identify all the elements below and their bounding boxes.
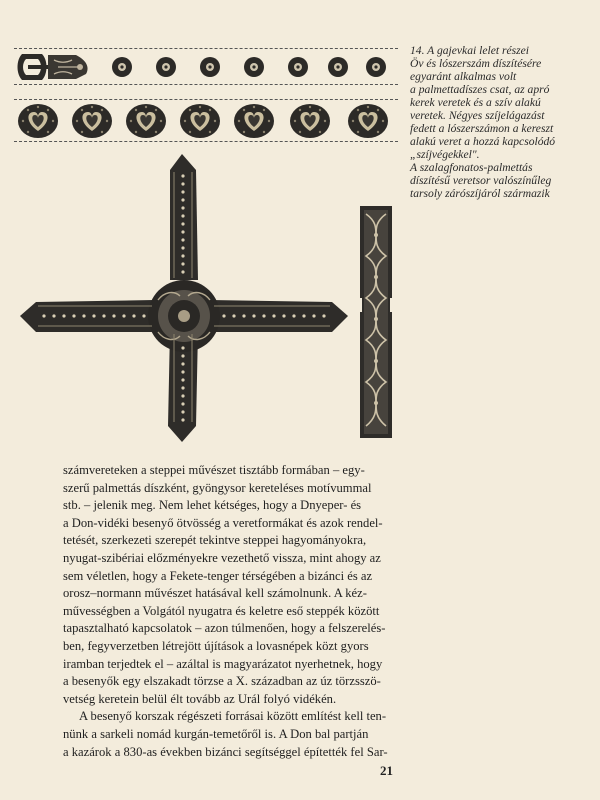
caption-line: fedett a lószerszámon a kereszt [410,122,554,135]
heart-mounts-illustration [14,101,398,141]
text-line: a besenyők egy elszakadt törzse a X. században az úz törzsszö- [63,674,381,689]
paragraph-2 [63,708,393,761]
caption-line: Öv és lószerszám díszítésére [410,57,542,70]
body-text [63,462,393,761]
text-line: stb. – jelenik meg. Nem lehet kétséges, hogy a Dnyeper- és [63,498,362,513]
dashed-rule-lower-hearts [14,141,398,142]
caption-line: tarsoly zárószíjáról származik [410,187,550,200]
caption-line: 14. A gajevkai lelet részei [410,44,530,57]
text-line: ben, fegyverzetben létrejött újítások a lovasnépek közt gyors [63,638,369,653]
caption-line: kerek veretek és a szív alakú [410,96,541,109]
dashed-rule-middle [14,84,398,85]
text-line: vetség keretein belül élt tovább az Urál folyó vidékén. [63,691,337,706]
figure-caption [410,44,590,200]
caption-line: alakú veret a hozzá kapcsolódó [410,135,556,148]
text-line: iramban terjedtek el – azáltal is magyarázatot nyerhetnek, hogy [63,656,383,671]
text-line: orosz–normann művészet hatásával kell számolnunk. A kéz- [63,586,367,601]
dashed-rule-top [14,48,398,49]
caption-line: veretek. Négyes szíjelágazást [410,109,545,122]
text-line: nünk a sarkeli nomád kurgán-temetőről is. A Don bal partján [63,726,369,741]
caption-line: díszítésű veretsor valószínűleg [410,174,552,187]
interlace-palmette-strap-mount [358,202,394,442]
text-line: számvereteken a steppei művészet tisztább formában – egy- [63,463,365,477]
text-line: a Don-vidéki besenyő ötvösség a veretformákat és azok rendel- [63,515,383,530]
caption-line: „szíjvégekkel". [410,148,480,161]
text-line: nyugat-szibériai előzményekre vezethető vissza, mint ahogy az [63,550,381,565]
text-line: A besenyő korszak régészeti forrásai között említést kell ten- [79,709,387,724]
dashed-rule-upper-hearts [14,99,398,100]
small-round-mounts [112,57,386,77]
caption-line: A szalagfonatos-palmettás [410,161,533,174]
cross-shaped-mount [14,150,354,446]
buckle-and-round-mounts [14,50,398,84]
text-line: a kazárok a 830-as években bizánci segítséggel építették fel Sar- [63,744,388,759]
text-line: tapasztalható kapcsolatok – azon túlmenően, hogy a felszerelés- [63,621,386,636]
page-number: 21 [380,763,393,778]
paragraph-1 [63,462,393,708]
round-mounts-illustration [14,50,398,84]
text-line: sem véletlen, hogy a Fekete-tenger térségében a bizánci és az [63,568,373,583]
caption-line: egyaránt alkalmas volt [410,70,517,83]
text-line: tetését, szerkezeti szerepét tekintve steppei hagyományokra, [63,533,367,548]
palmette-buckle [18,54,88,80]
text-line: művességben a Volgától nyugatra és keletre eső steppék között [63,603,380,618]
caption-line: a palmettadíszes csat, az apró [410,83,550,96]
text-line: szerű palmettás díszként, gyöngysor kereteléses motívummal [63,480,372,495]
heart-mounts-row [14,101,398,141]
